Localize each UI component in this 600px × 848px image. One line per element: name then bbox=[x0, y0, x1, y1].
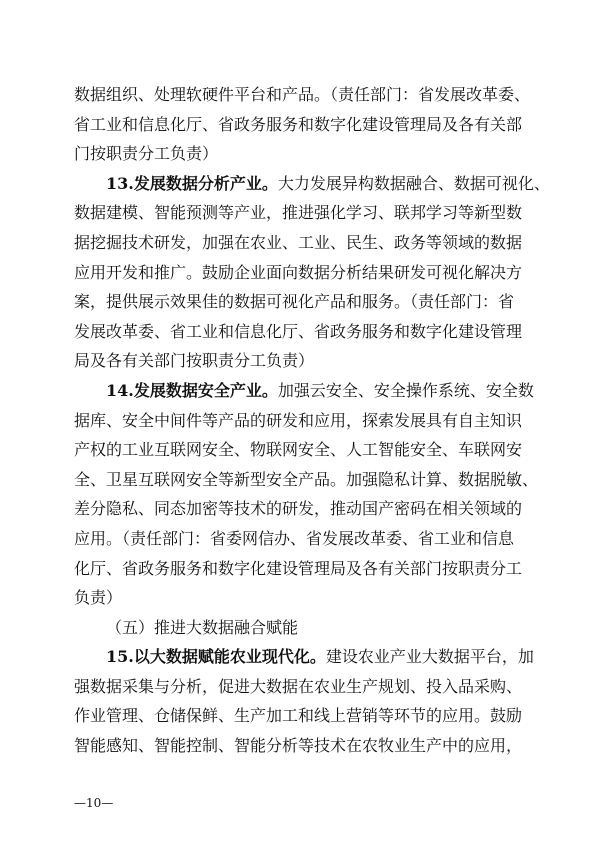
text-line: 数据建模、智能预测等产业，推进强化学习、联邦学习等新型数 bbox=[74, 203, 523, 223]
text-line: 数据组织、处理软硬件平台和产品。（责任部门：省发展改革委、 bbox=[74, 85, 531, 104]
text-line: 发展改革委、省工业和信息化厅、省政务服务和数字化建设管理 bbox=[74, 321, 523, 341]
text-line: 省工业和信息化厅、省政务服务和数字化建设管理局及各有关部 bbox=[74, 114, 523, 134]
text-line: 作业管理、仓储保鲜、生产加工和线上营销等环节的应用。鼓励 bbox=[74, 706, 523, 726]
text-line: 强数据采集与分析，促进大数据在农业生产规划、投入品采购、 bbox=[74, 676, 523, 696]
paragraph-item-13 bbox=[74, 169, 550, 376]
item-heading: 15.以大数据赋能农业现代化。 bbox=[106, 647, 326, 667]
text-line: 差分隐私、同态加密等技术的研发，推动国产密码在相关领域的 bbox=[74, 499, 523, 519]
text-line: 负责） bbox=[74, 588, 123, 608]
text-line bbox=[74, 376, 534, 406]
text-line: 据库、安全中间件等产品的研发和应用，探索发展具有自主知识 bbox=[74, 410, 523, 430]
text-line: 应用开发和推广。鼓励企业面向数据分析结果研发可视化解决方 bbox=[74, 262, 523, 282]
text-line: 应用。（责任部门：省委网信办、省发展改革委、省工业和信息 bbox=[74, 528, 515, 548]
text-line: 案，提供展示效果佳的数据可视化产品和服务。（责任部门：省 bbox=[74, 292, 515, 312]
text-line: 据挖掘技术研发，加强在农业、工业、民生、政务等领域的数据 bbox=[74, 232, 523, 252]
item-heading: 13.发展数据分析产业。 bbox=[106, 173, 278, 193]
body-text bbox=[74, 80, 550, 761]
text-line: 门按职责分工负责） bbox=[74, 144, 219, 164]
item-heading: 14.发展数据安全产业。 bbox=[106, 380, 278, 400]
page-number: —10— bbox=[74, 796, 114, 810]
paragraph-item-14 bbox=[74, 376, 539, 613]
item-text: 建设农业产业大数据平台，加 bbox=[325, 647, 534, 667]
text-line: 化厅、省政务服务和数字化建设管理局及各有关部门按职责分工 bbox=[74, 558, 523, 578]
item-text: 大力发展异构数据融合、数据可视化、 bbox=[277, 173, 550, 193]
text-line bbox=[74, 642, 534, 672]
text-line bbox=[74, 169, 550, 199]
text-line: 智能感知、智能控制、智能分析等技术在农牧业生产中的应用， bbox=[74, 736, 523, 756]
paragraph-item-15 bbox=[74, 642, 534, 760]
paragraph-continuation bbox=[74, 80, 531, 169]
item-text: 加强云安全、安全操作系统、安全数 bbox=[277, 380, 534, 400]
text-line: 全、卫星互联网安全等新型安全产品。加强隐私计算、数据脱敏、 bbox=[74, 469, 539, 489]
text-line: 局及各有关部门按职责分工负责） bbox=[74, 351, 315, 371]
text-line: 产权的工业互联网安全、物联网安全、人工智能安全、车联网安 bbox=[74, 440, 523, 460]
section-heading: （五）推进大数据融合赋能 bbox=[106, 617, 299, 637]
